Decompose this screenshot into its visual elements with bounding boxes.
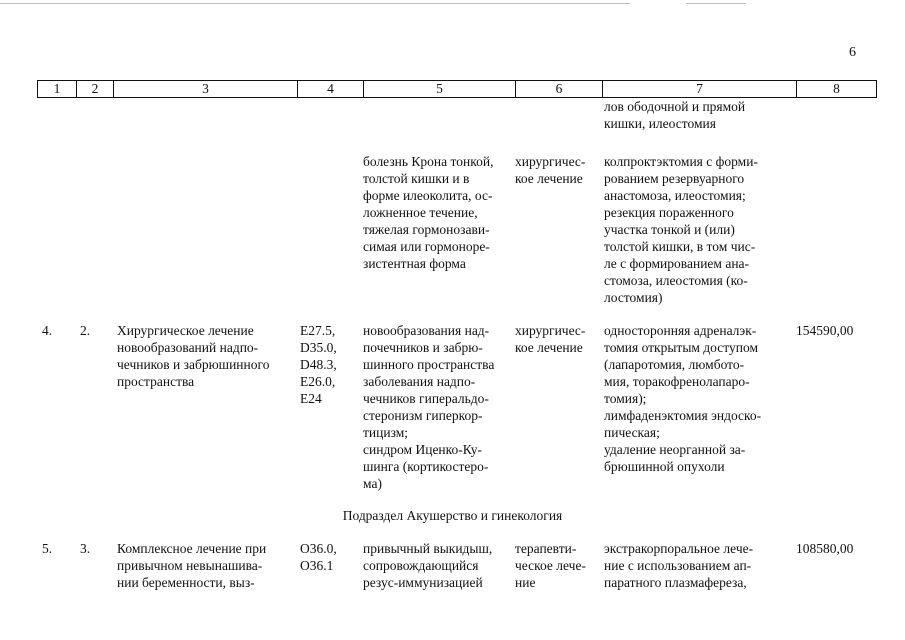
scan-artifact-line [0,3,630,4]
row5-number: 5. [42,541,53,556]
subsection-title: Подраздел Акушерство и гинекология [342,508,563,523]
row4-diagnosis: новообразования над- почечников и забрю- шинного пространства заболевания надпо- чечников гиперальдо- стеронизм гиперкор- тицизм; синдром Иценко-Ку- шинга (кортикостеро- ма) [363,323,495,491]
row5-cost: 108580,00 [796,541,854,556]
row5-method: экстракорпоральное лече- ние с использованием ап- паратного плазмафереза, [604,541,754,590]
row4-number: 4. [42,323,53,338]
header-col-1: 1 [53,81,61,96]
row4-name: Хирургическое лечение новообразований надпо- чечников и забрюшинного пространства [117,323,270,389]
row5-name: Комплексное лечение при привычном невынашива- нии беременности, выз- [117,541,267,590]
header-col-8: 8 [796,81,876,97]
page-number: 6 [849,45,856,60]
header-col-2: 2 [76,81,113,97]
row5-codes: O36.0, O36.1 [300,541,337,573]
continued-method-text: лов ободочной и прямой кишки, илеостомия [604,99,746,131]
header-col-5: 5 [363,81,515,97]
crohn-method: колпроктэктомия с форми- рованием резервуарного анастомоза, илеостомия; резекция пораженного участка тонкой и (или) толстой кишки, в том чис- ле с формированием ана- стомоза, илеостомия (ко- лостомия) [604,154,758,305]
row4-cost: 154590,00 [796,323,854,338]
scan-artifact-line [686,3,746,4]
row4-treatment-type: хирургичес- кое лечение [515,323,586,355]
table-header-row [37,80,877,98]
row5-treatment-type: терапевти- ческое лече- ние [515,541,586,590]
row4-codes: E27.5, D35.0, D48.3, E26.0, E24 [300,323,337,406]
header-col-4: 4 [297,81,363,97]
crohn-diagnosis: болезнь Крона тонкой, толстой кишки и в форме илеоколита, ос- ложненное течение, тяжелая гормонозави- симая или гормоноре- зистентная форма [363,154,494,271]
row5-diagnosis: привычный выкидыш, сопровождающийся резус-иммунизацией [363,541,493,590]
row4-subnumber: 2. [80,323,91,338]
header-col-6: 6 [515,81,602,97]
row4-method: односторонняя адреналэк- томия открытым доступом (лапаротомия, люмбото- мия, торакофренолапаро- томия); лимфаденэктомия эндоско- пическая; удаление неорганной за- брюшинной опухоли [604,323,762,474]
row5-subnumber: 3. [80,541,91,556]
crohn-treatment-type: хирургичес- кое лечение [515,154,586,186]
header-col-7: 7 [602,81,796,97]
header-col-3: 3 [113,81,297,97]
